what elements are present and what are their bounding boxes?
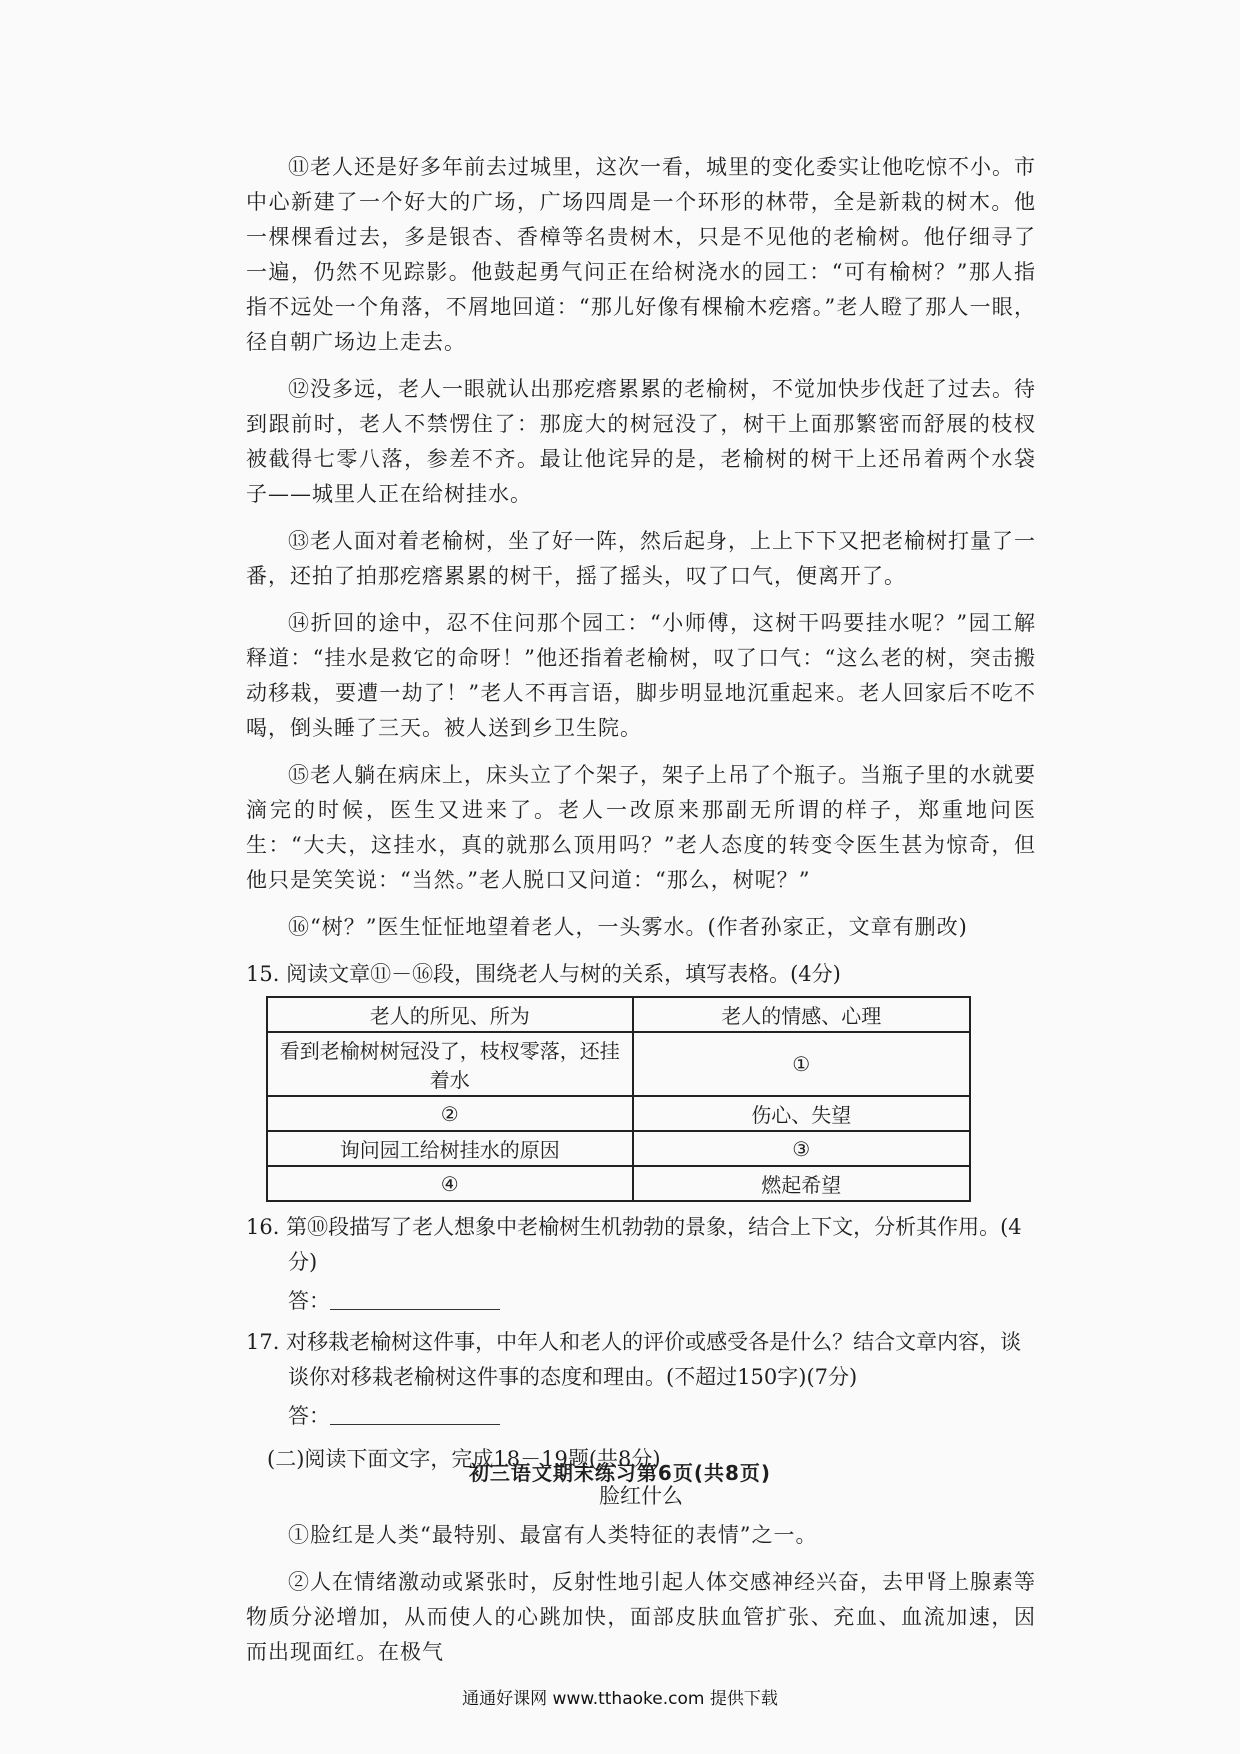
answer-label: 答： [288, 1404, 330, 1428]
question-16: 16. 第⑩段描写了老人想象中老榆树生机勃勃的景象，结合上下文，分析其作用。(4分) [246, 1215, 1022, 1274]
table-row [267, 1131, 970, 1166]
table-header-cell: 老人的情感、心理 [633, 997, 970, 1032]
paragraph-15: ⑮老人躺在病床上，床头立了个架子，架子上吊了个瓶子。当瓶子里的水就要滴完的时候，医生又进来了。老人一改原来那副无所谓的样子，郑重地问医生：“大夫，这挂水，真的就那么顶用吗？”老人态度的转变令医生甚为惊奇，但他只是笑笑说：“当然。”老人脱口又问道：“那么，树呢？” [246, 763, 1036, 892]
page-content [246, 150, 1036, 1682]
table-row [267, 1032, 970, 1096]
paragraph-2: ②人在情绪激动或紧张时，反射性地引起人体交感神经兴奋，去甲肾上腺素等物质分泌增加，从而使人的心跳加快，面部皮肤血管扩张、充血、血流加速，因而出现面红。在极气 [246, 1570, 1036, 1664]
table-cell: 看到老榆树树冠没了，枝杈零落，还挂着水 [267, 1032, 633, 1096]
table-cell-blank[interactable]: ③ [633, 1131, 970, 1166]
table-cell: 询问园工给树挂水的原因 [267, 1131, 633, 1166]
paragraph-12: ⑫没多远，老人一眼就认出那疙瘩累累的老榆树，不觉加快步伐赶了过去。待到跟前时，老人不禁愣住了：那庞大的树冠没了，树干上面那繁密而舒展的枝杈被截得七零八落，参差不齐。最让他诧异的是，老榆树的树干上还吊着两个水袋子——城里人正在给树挂水。 [246, 377, 1036, 506]
section-heading: (二)阅读下面文字，完成18－19题(共8分) [267, 1447, 661, 1471]
answer-line-16[interactable] [246, 1284, 1036, 1319]
paragraph-16: ⑯“树？”医生怔怔地望着老人，一头雾水。(作者孙家正，文章有删改) [288, 915, 968, 939]
article-title: 脸红什么 [599, 1484, 683, 1508]
paragraph-13: ⑬老人面对着老榆树，坐了好一阵，然后起身，上上下下又把老榆树打量了一番，还拍了拍那疙瘩累累的树干，摇了摇头，叹了口气，便离开了。 [246, 529, 1036, 588]
paragraph-11: ⑪老人还是好多年前去过城里，这次一看，城里的变化委实让他吃惊不小。市中心新建了一个好大的广场，广场四周是一个环形的林带，全是新栽的树木。他一棵棵看过去，多是银杏、香樟等名贵树木，只是不见他的老榆树。他仔细寻了一遍，仍然不见踪影。他鼓起勇气问正在给树浇水的园工：“可有榆树？”那人指指不远处一个角落，不屑地回道：“那儿好像有棵榆木疙瘩。”老人瞪了那人一眼，径自朝广场边上走去。 [246, 155, 1036, 354]
table-cell-blank[interactable]: ① [633, 1032, 970, 1096]
table-header-row [267, 997, 970, 1032]
table-cell-blank[interactable]: ④ [267, 1166, 633, 1201]
table-cell: 燃起希望 [633, 1166, 970, 1201]
page-footer: 初三语文期末练习第6页(共8页) [468, 1461, 772, 1485]
question-15: 15. 阅读文章⑪－⑯段，围绕老人与树的关系，填写表格。(4分) [246, 962, 841, 986]
answer-table [266, 996, 971, 1202]
question-17: 17. 对移栽老榆树这件事，中年人和老人的评价或感受各是什么？结合文章内容，谈谈你对移栽老榆树这件事的态度和理由。(不超过150字)(7分) [246, 1330, 1022, 1389]
answer-label: 答： [288, 1289, 330, 1313]
table-row [267, 1166, 970, 1201]
answer-line-17[interactable] [246, 1399, 1036, 1434]
answer-blank[interactable] [330, 1289, 500, 1310]
download-note: 通通好课网 www.tthaoke.com 提供下载 [462, 1689, 778, 1709]
paragraph-14: ⑭折回的途中，忍不住问那个园工：“小师傅，这树干吗要挂水呢？”园工解释道：“挂水是救它的命呀！”他还指着老榆树，叹了口气：“这么老的树，突击搬动移栽，要遭一劫了！”老人不再言语，脚步明显地沉重起来。老人回家后不吃不喝，倒头睡了三天。被人送到乡卫生院。 [246, 611, 1036, 740]
paragraph-1: ①脸红是人类“最特别、最富有人类特征的表情”之一。 [288, 1523, 818, 1547]
answer-blank[interactable] [330, 1404, 500, 1425]
table-row [267, 1096, 970, 1131]
table-header-cell: 老人的所见、所为 [267, 997, 633, 1032]
table-cell-blank[interactable]: ② [267, 1096, 633, 1131]
table-cell: 伤心、失望 [633, 1096, 970, 1131]
